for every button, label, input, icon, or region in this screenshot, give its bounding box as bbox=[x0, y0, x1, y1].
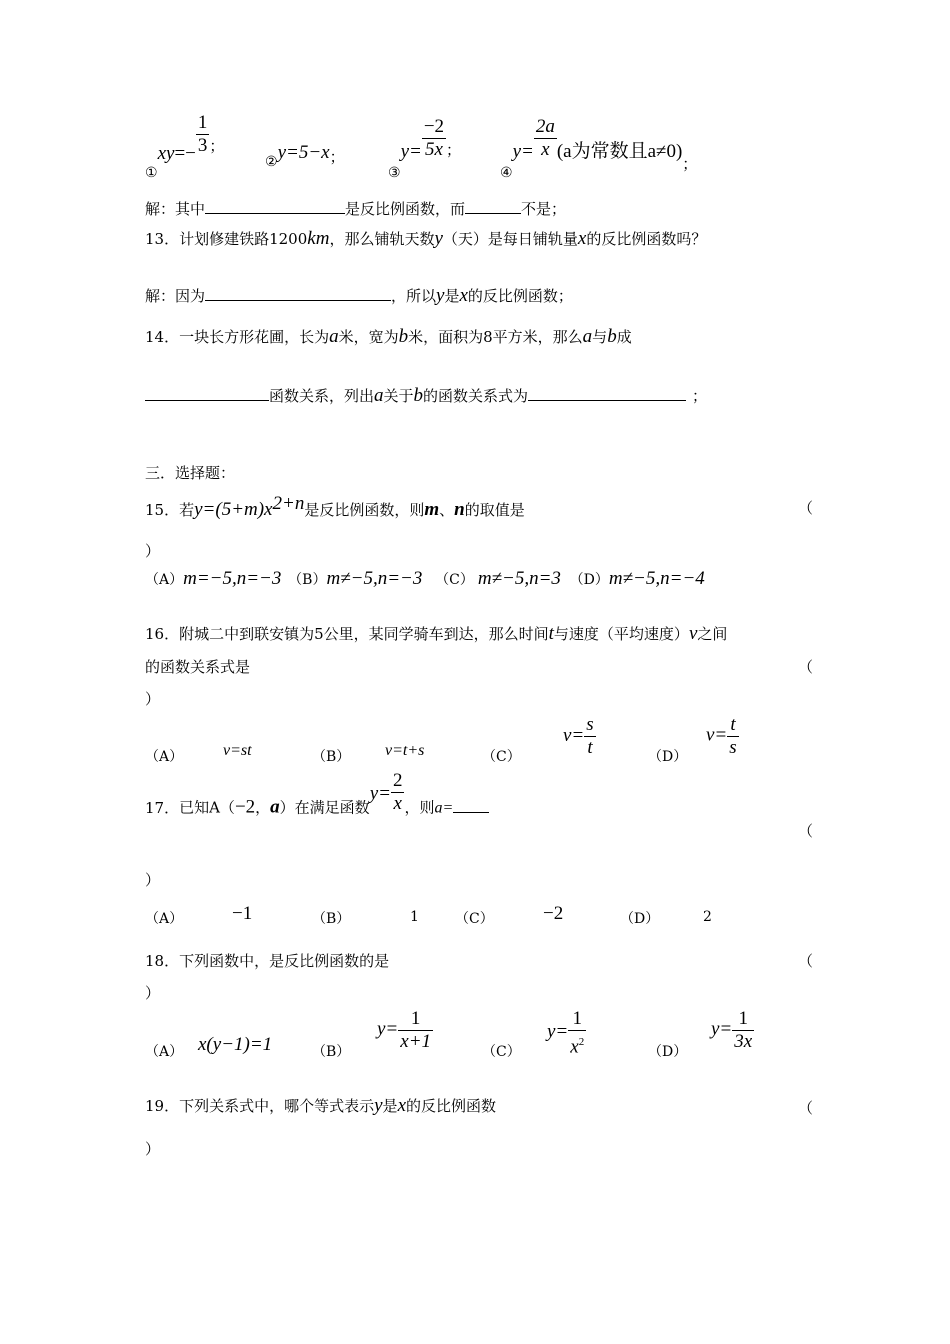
q16-option-d-label[interactable]: （D） bbox=[648, 749, 688, 765]
q17-option-d-label[interactable]: （D） bbox=[620, 911, 660, 927]
q12-fraction-4: $\frac{2a}{x}$ bbox=[535, 116, 555, 160]
q18-option-c-label[interactable]: （C） bbox=[482, 1044, 521, 1060]
q18-option-d[interactable] bbox=[711, 1008, 754, 1053]
q18-option-d-label[interactable]: （D） bbox=[648, 1044, 688, 1060]
q15-option-a[interactable]: m=−5,n=−3 bbox=[183, 568, 282, 589]
q16-option-b[interactable]: v=t+s bbox=[385, 742, 425, 759]
q18-option-b-fraction: $\frac{1}{x+1}$ bbox=[400, 1008, 432, 1052]
q15-option-b-label[interactable]: （B） bbox=[288, 572, 327, 588]
q19-text-a: 下列关系式中，哪个等式表示 bbox=[179, 1097, 375, 1115]
q17-paren-close: ） bbox=[145, 871, 161, 889]
q13-question bbox=[145, 228, 706, 250]
q15-option-c[interactable]: m≠−5,n=3 bbox=[477, 568, 561, 589]
q16-text-b: 与速度（平均速度） bbox=[553, 625, 689, 643]
q19-paren-close: ） bbox=[145, 1140, 161, 1158]
q18-paren-open: （ bbox=[798, 952, 814, 970]
q12-item-1 bbox=[145, 112, 225, 181]
q14-line2-a: 函数关系，列出 bbox=[269, 387, 375, 405]
q15-option-b[interactable]: m≠−5,n=−3 bbox=[326, 568, 423, 589]
q14-var-a: a bbox=[329, 326, 339, 347]
q18-option-d-fraction: $\frac{1}{3x}$ bbox=[734, 1008, 753, 1052]
q19-var-y: y bbox=[374, 1095, 383, 1116]
q17-option-c[interactable]: −2 bbox=[543, 903, 564, 924]
q15-paren-close: ） bbox=[145, 542, 161, 560]
q19-text-c: 的反比例函数 bbox=[406, 1097, 497, 1115]
q12-answer-line bbox=[145, 198, 566, 219]
q12-sep-2: ； bbox=[329, 148, 345, 166]
q14-answer-blank-1[interactable] bbox=[145, 386, 269, 401]
q13-answer-line bbox=[145, 285, 573, 307]
q13-answer-var-y: y bbox=[436, 285, 445, 306]
q15-number: 15． bbox=[145, 501, 180, 519]
q12-answer-blank-1[interactable] bbox=[205, 199, 345, 214]
q18-option-c[interactable] bbox=[547, 1008, 586, 1058]
q15-sep: 、 bbox=[439, 501, 455, 519]
q13-answer-var-x: x bbox=[459, 285, 468, 306]
q12-expr-1-eq: =− bbox=[174, 142, 196, 164]
q15-exp: 2+n bbox=[272, 493, 305, 514]
q15-text-b: 是反比例函数，则 bbox=[304, 501, 425, 519]
q12-condition-4: (a为常数且a≠0) bbox=[556, 140, 683, 162]
q12-fraction-1: $\frac{1}{3}$ bbox=[197, 112, 208, 156]
q16-text-a: 附城二中到联安镇为5公里，某同学骑车到达，那么时间 bbox=[179, 625, 549, 643]
q15-var-m: m bbox=[424, 499, 440, 520]
q16-option-c-fraction: $\frac{s}{t}$ bbox=[586, 714, 594, 758]
q19-var-x: x bbox=[397, 1095, 406, 1116]
q17-option-d[interactable]: 2 bbox=[703, 909, 712, 925]
q14-number: 14． bbox=[145, 328, 180, 346]
q14-text-e: 成 bbox=[616, 328, 632, 346]
q17-option-c-label[interactable]: （C） bbox=[455, 911, 494, 927]
q18-text: 下列函数中，是反比例函数的是 bbox=[179, 952, 390, 970]
q13-unit: km bbox=[307, 228, 330, 249]
q16-option-d-fraction: $\frac{t}{s}$ bbox=[729, 714, 737, 758]
q12-fraction-3: $\frac{-2}{5x}$ bbox=[423, 116, 445, 160]
q14-line2-var-a: a bbox=[374, 385, 384, 406]
q13-answer-is: 是 bbox=[444, 287, 460, 305]
q17-lhs: y= bbox=[369, 782, 391, 804]
q15-paren-open: （ bbox=[798, 499, 814, 517]
q17-ask: a= bbox=[434, 799, 454, 817]
q18-number: 18． bbox=[145, 952, 180, 970]
q12-expr-1-lhs: xy bbox=[157, 142, 175, 164]
q13-answer-suffix: 的反比例函数； bbox=[467, 287, 573, 305]
q18-paren-close: ） bbox=[145, 984, 161, 1002]
q13-var-x: x bbox=[577, 228, 587, 249]
q12-marker-2: ② bbox=[265, 154, 278, 170]
q16-option-d-lhs: v= bbox=[706, 724, 728, 746]
q18-option-c-lhs: y= bbox=[547, 1021, 569, 1043]
q18-option-a[interactable]: x(y−1)=1 bbox=[198, 1034, 273, 1055]
q14-text-c: 米，面积为8平方米，那么 bbox=[408, 328, 583, 346]
q18-option-a-label[interactable]: （A） bbox=[145, 1044, 184, 1060]
q17-option-a-label[interactable]: （A） bbox=[145, 911, 184, 927]
q19-number: 19． bbox=[145, 1097, 180, 1115]
q19-text-b: 是 bbox=[382, 1097, 398, 1115]
q13-text-d: 的反比例函数吗？ bbox=[586, 230, 707, 248]
q16-text-c: 之间 bbox=[697, 625, 728, 643]
q12-marker-1: ① bbox=[145, 164, 158, 181]
q14-answer-line bbox=[145, 385, 707, 407]
q17-text-c: ，则 bbox=[404, 798, 435, 817]
q13-var-y: y bbox=[434, 228, 443, 249]
q12-sep-1: ； bbox=[209, 136, 225, 155]
q16-option-b-label[interactable]: （B） bbox=[312, 749, 351, 765]
q13-text-b: ，那么铺轨天数 bbox=[329, 230, 435, 248]
q17-option-a[interactable]: −1 bbox=[232, 903, 253, 924]
q15-options bbox=[145, 568, 705, 590]
q17-question bbox=[145, 770, 489, 831]
q16-option-c-lhs: v= bbox=[563, 724, 585, 746]
q17-number: 17． bbox=[145, 798, 180, 817]
q12-answer-prefix: 解：其中 bbox=[145, 200, 206, 218]
q16-option-d[interactable] bbox=[706, 714, 739, 759]
q17-answer-blank[interactable] bbox=[453, 808, 489, 813]
q14-text-b: 米，宽为 bbox=[338, 328, 399, 346]
q18-option-b-label[interactable]: （B） bbox=[312, 1044, 351, 1060]
q16-number: 16． bbox=[145, 625, 180, 643]
q18-question bbox=[145, 950, 389, 971]
q17-val: −2 bbox=[234, 796, 256, 818]
q15-option-c-label[interactable]: （C） bbox=[435, 572, 474, 588]
q15-expr: y=(5+m)x bbox=[194, 499, 273, 520]
q17-var-a: a bbox=[270, 796, 280, 818]
q17-text-a: 已知A（ bbox=[179, 798, 235, 817]
q17-option-b[interactable]: 1 bbox=[410, 909, 419, 925]
q13-text-a: 计划修建铁路1200 bbox=[179, 230, 308, 248]
q16-option-a-label[interactable]: （A） bbox=[145, 749, 184, 765]
q18-option-c-fraction: $\frac{1}{x^2}$ bbox=[570, 1008, 585, 1058]
q12-marker-4: ④ bbox=[500, 164, 513, 181]
q14-line2-c: 的函数关系式为 bbox=[423, 387, 529, 405]
q13-answer-blank[interactable] bbox=[205, 286, 391, 301]
q15-option-a-label[interactable]: （A） bbox=[145, 572, 184, 588]
q17-paren-open: （ bbox=[798, 822, 814, 840]
q12-answer-mid: 是反比例函数，而 bbox=[345, 200, 466, 218]
q15-option-d[interactable]: m≠−5,n=−4 bbox=[608, 568, 705, 589]
q12-answer-suffix: 不是； bbox=[521, 200, 567, 218]
q16-question bbox=[145, 623, 727, 645]
q14-text-a: 一块长方形花圃，长为 bbox=[179, 328, 330, 346]
q17-option-b-label[interactable]: （B） bbox=[312, 911, 351, 927]
q15-text-c: 的取值是 bbox=[464, 501, 525, 519]
q14-line2-var-b: b bbox=[413, 385, 424, 406]
q17-text-b: ）在满足函数 bbox=[279, 798, 370, 817]
q12-sep-3: ； bbox=[446, 140, 462, 159]
q13-answer-prefix: 解：因为 bbox=[145, 287, 206, 305]
q16-line2: 的函数关系式是 bbox=[145, 658, 251, 676]
q14-question bbox=[145, 326, 632, 348]
q14-answer-blank-2[interactable] bbox=[528, 386, 686, 401]
q16-option-c[interactable] bbox=[563, 714, 596, 759]
q19-paren-open: （ bbox=[798, 1099, 814, 1117]
q14-var-a2: a bbox=[582, 326, 593, 347]
q16-paren-close: ） bbox=[145, 690, 161, 708]
q18-option-d-lhs: y= bbox=[711, 1018, 733, 1040]
q12-expr-2: y=5−x bbox=[277, 142, 330, 163]
q16-option-c-label[interactable]: （C） bbox=[482, 749, 521, 765]
q12-sep-4: ； bbox=[682, 154, 698, 173]
q14-line2-b: 关于 bbox=[383, 387, 414, 405]
q19-question bbox=[145, 1095, 496, 1117]
q17-comma: ， bbox=[255, 798, 271, 817]
q12-marker-3: ③ bbox=[388, 164, 401, 181]
q12-item-3 bbox=[388, 116, 462, 181]
q15-var-n: n bbox=[454, 499, 465, 520]
q16-option-a[interactable]: v=st bbox=[223, 742, 252, 759]
q12-answer-blank-2[interactable] bbox=[465, 199, 521, 214]
section-title: 三．选择题： bbox=[145, 464, 236, 482]
q15-text-a: 若 bbox=[179, 501, 195, 519]
q14-var-b: b bbox=[398, 326, 409, 347]
q12-item-2 bbox=[265, 142, 345, 170]
q18-option-b[interactable] bbox=[377, 1008, 433, 1053]
q13-answer-mid: ，所以 bbox=[391, 287, 437, 305]
q15-option-d-label[interactable]: （D） bbox=[569, 572, 609, 588]
q12-expr-3-lhs: y= bbox=[400, 140, 422, 162]
q17-fraction: $\frac{2}{x}$ bbox=[392, 770, 403, 814]
q12-item-4 bbox=[500, 116, 698, 181]
q18-option-b-lhs: y= bbox=[377, 1018, 399, 1040]
q13-text-c: （天）是每日铺轨量 bbox=[442, 230, 578, 248]
q16-var-t: t bbox=[548, 623, 554, 644]
q16-paren-open: （ bbox=[798, 658, 814, 676]
q16-var-v: v bbox=[688, 623, 698, 644]
q12-expr-4-lhs: y= bbox=[512, 140, 534, 162]
q14-var-b2: b bbox=[607, 326, 617, 347]
q14-text-d: 与 bbox=[592, 328, 608, 346]
q15-question bbox=[145, 493, 525, 521]
q14-line2-end: ； bbox=[692, 387, 708, 405]
q13-number: 13． bbox=[145, 230, 180, 248]
